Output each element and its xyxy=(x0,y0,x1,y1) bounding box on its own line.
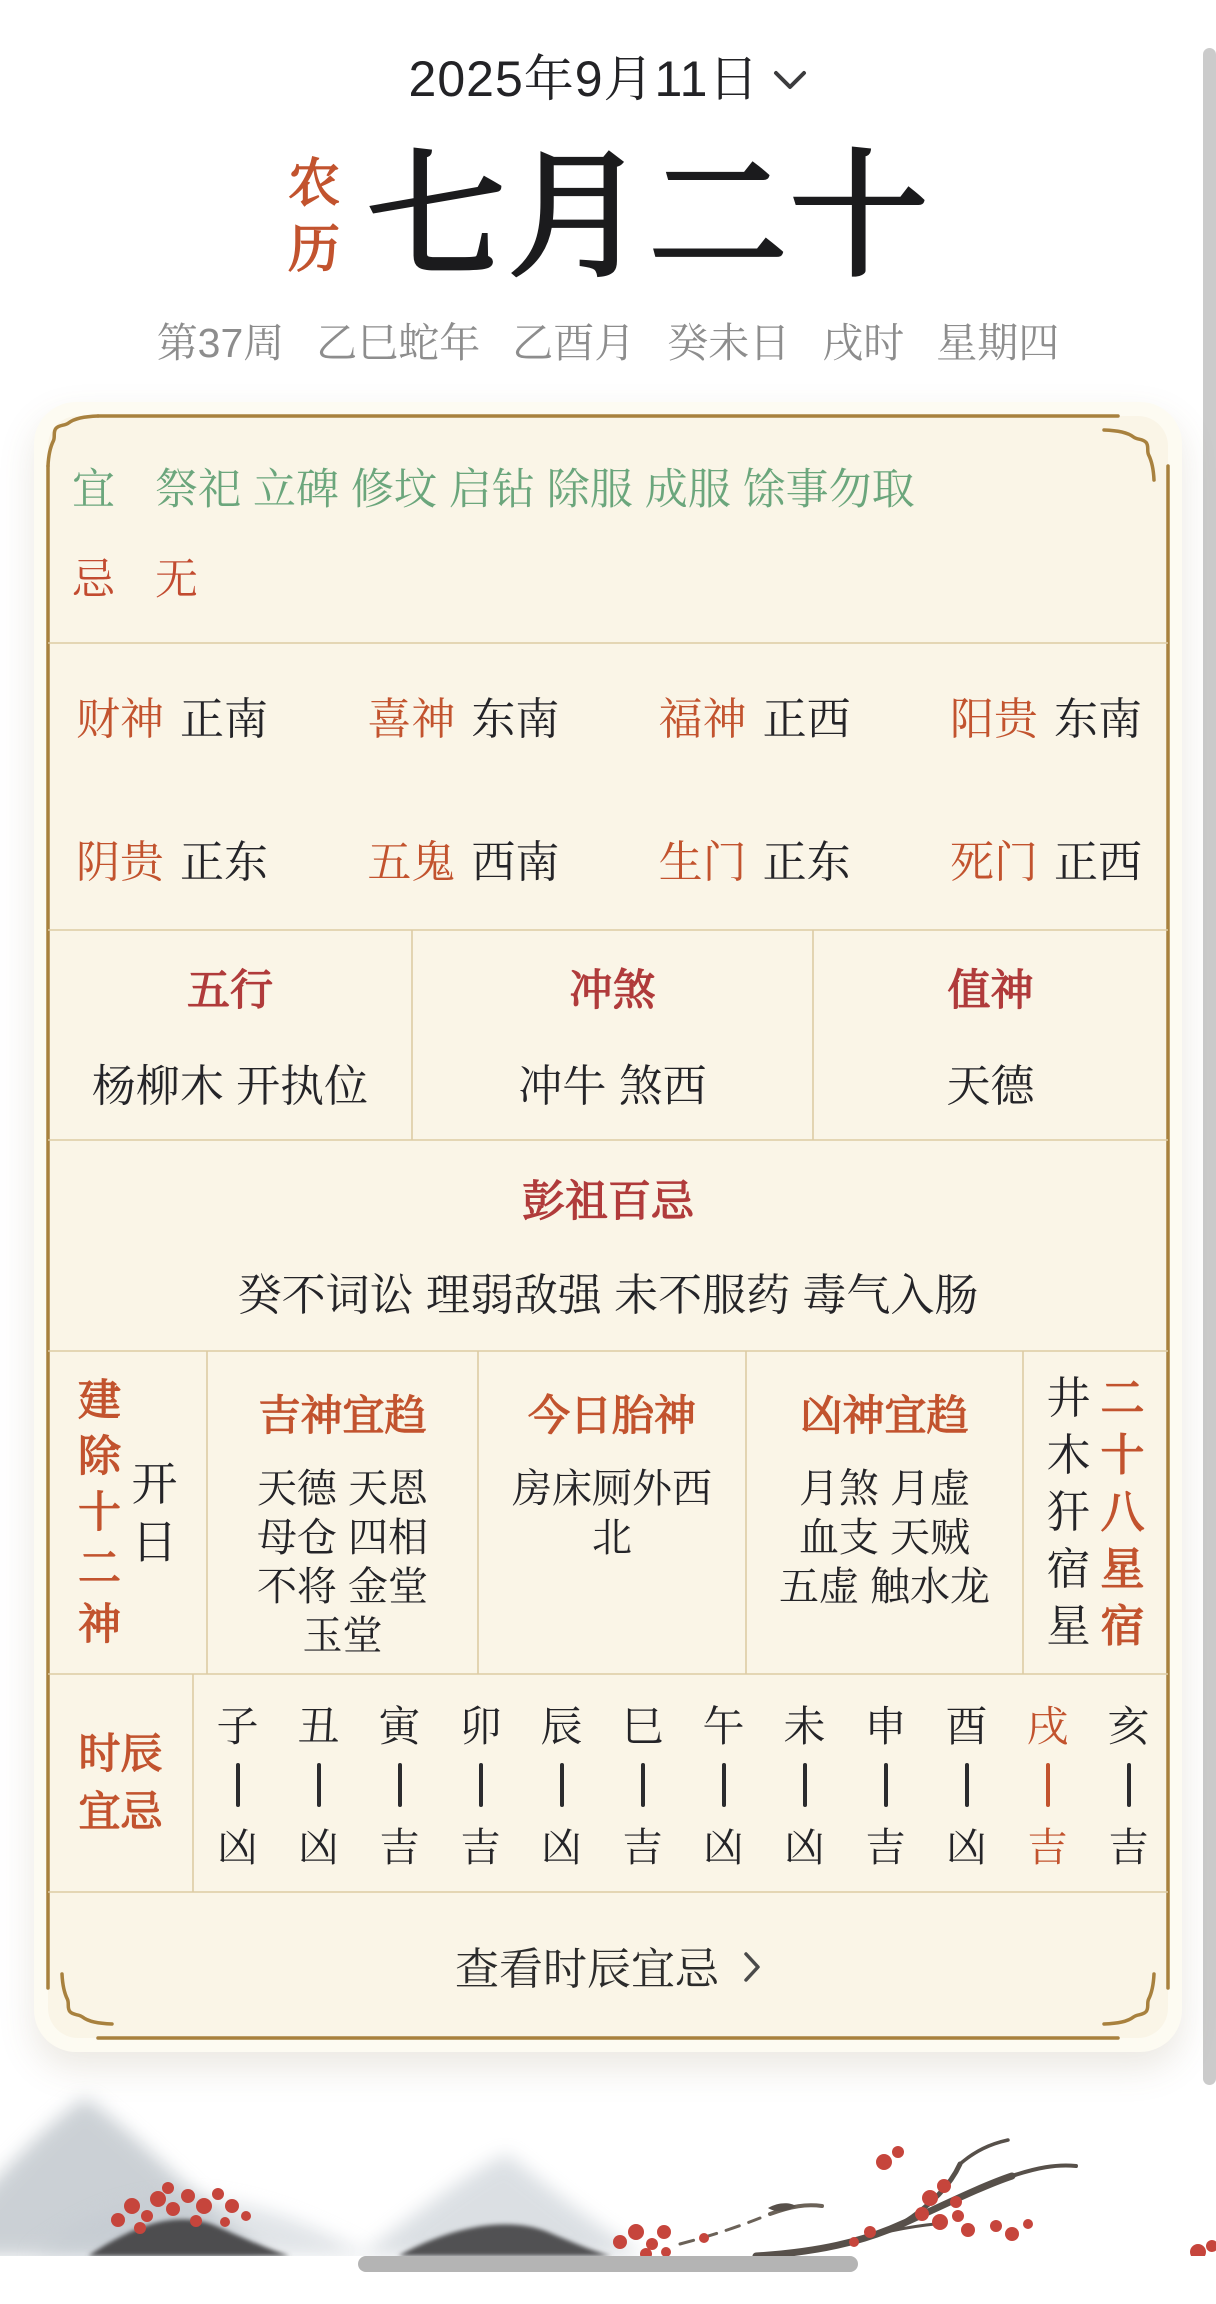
jianchu-label: 建除十二神 xyxy=(78,1376,121,1649)
hour-col-丑 xyxy=(278,1674,359,1892)
list-line: 五虚 触水龙 xyxy=(778,1565,991,1609)
pengzu-cell xyxy=(48,1140,1168,1351)
hour-char: 丑 xyxy=(297,1702,340,1750)
jianchu-value: 开日 xyxy=(131,1457,178,1568)
xingxiu-cell xyxy=(1023,1351,1168,1674)
hour-divider-line xyxy=(479,1763,483,1807)
almanac-card xyxy=(34,402,1182,2052)
taishen-value: 房床厕外西北 xyxy=(512,1467,712,1560)
zhishen-label: 值神 xyxy=(947,966,1034,1015)
hour-luck: 吉 xyxy=(622,1825,663,1870)
avoid-items: 无 xyxy=(155,556,198,604)
god-label: 阴贵 xyxy=(76,838,164,888)
date-meta xyxy=(0,310,1216,369)
xiongshen-cell xyxy=(746,1351,1023,1674)
hour-divider-line xyxy=(884,1763,888,1807)
hours-label: 时辰宜忌 xyxy=(78,1730,163,1835)
chongsha-cell xyxy=(412,930,813,1140)
god-label: 阳贵 xyxy=(949,694,1038,744)
lunar-date-block xyxy=(0,122,1216,312)
god-label: 死门 xyxy=(949,838,1038,888)
hour-col-亥 xyxy=(1088,1674,1169,1892)
date-text: 2025年9月11日 xyxy=(408,51,760,107)
hour-char: 酉 xyxy=(945,1702,988,1750)
meta-segment: 乙酉月 xyxy=(512,320,636,366)
suitable-label: 宜 xyxy=(72,466,115,514)
hour-divider-line xyxy=(965,1763,969,1807)
god-label: 生门 xyxy=(658,838,747,888)
chevron-down-icon xyxy=(773,69,807,91)
hour-col-子 xyxy=(197,1674,278,1892)
view-hours-button[interactable] xyxy=(48,1892,1168,2038)
wuxing-cell xyxy=(48,930,412,1140)
jishen-cell xyxy=(207,1351,478,1674)
hour-luck: 吉 xyxy=(1027,1825,1068,1870)
list-line: 血支 天贼 xyxy=(798,1516,971,1560)
hour-luck: 凶 xyxy=(784,1825,825,1870)
hour-luck: 凶 xyxy=(703,1825,744,1870)
god-label: 福神 xyxy=(658,694,747,744)
hour-col-午 xyxy=(683,1674,764,1892)
hour-divider-line xyxy=(398,1763,402,1807)
chongsha-value: 冲牛 煞西 xyxy=(518,1061,707,1111)
god-value: 东南 xyxy=(471,694,560,744)
hour-char: 亥 xyxy=(1107,1702,1150,1750)
god-item xyxy=(76,826,268,890)
hour-col-寅 xyxy=(359,1674,440,1892)
hour-char: 卯 xyxy=(459,1702,502,1750)
hour-divider-line xyxy=(722,1763,726,1807)
god-value: 正东 xyxy=(762,838,851,888)
lunar-date: 七月二十 xyxy=(366,140,931,294)
chongsha-label: 冲煞 xyxy=(569,966,656,1015)
list-line: 天德 天恩 xyxy=(256,1467,429,1511)
zhishen-value: 天德 xyxy=(946,1061,1035,1111)
suitable-items: 祭祀 立碑 修坟 启钻 除服 成服 馀事勿取 xyxy=(155,466,915,514)
hour-col-未 xyxy=(764,1674,845,1892)
meta-segment: 乙巳蛇年 xyxy=(316,320,481,366)
hour-divider-line xyxy=(1127,1763,1131,1807)
hour-luck: 吉 xyxy=(460,1825,501,1870)
hour-luck: 凶 xyxy=(946,1825,987,1870)
hour-luck: 吉 xyxy=(1108,1825,1149,1870)
avoid-label: 忌 xyxy=(72,556,115,604)
list-line: 母仓 四相 xyxy=(256,1516,429,1560)
god-value: 西南 xyxy=(471,838,560,888)
wuxing-label: 五行 xyxy=(187,966,273,1015)
god-label: 喜神 xyxy=(367,694,456,744)
hour-col-辰 xyxy=(521,1674,602,1892)
god-item xyxy=(950,826,1142,890)
xingxiu-label: 二十八星宿 xyxy=(1100,1374,1145,1651)
chevron-right-icon xyxy=(743,1951,761,1983)
god-item xyxy=(76,683,268,747)
god-item xyxy=(367,826,559,890)
god-value: 正南 xyxy=(180,694,268,744)
hour-col-巳 xyxy=(602,1674,683,1892)
meta-segment: 第37周 xyxy=(156,320,285,366)
hour-char: 申 xyxy=(864,1702,907,1750)
hours-label-cell xyxy=(48,1674,193,1892)
list-line: 月煞 月虚 xyxy=(798,1467,971,1511)
pengzu-value: 癸不词讼 理弱敌强 未不服药 毒气入肠 xyxy=(237,1271,979,1320)
home-indicator[interactable] xyxy=(358,2256,858,2272)
hour-divider-line xyxy=(317,1763,321,1807)
hour-col-戌 xyxy=(1007,1674,1088,1892)
date-selector[interactable] xyxy=(0,40,1216,110)
god-label: 五鬼 xyxy=(367,838,456,888)
view-hours-label: 查看时辰宜忌 xyxy=(455,1945,719,1994)
hour-grid xyxy=(197,1674,1169,1892)
jishen-lines xyxy=(257,1465,428,1661)
hour-col-申 xyxy=(845,1674,926,1892)
god-value: 正西 xyxy=(762,694,851,744)
hour-luck: 凶 xyxy=(541,1825,582,1870)
hour-divider-line xyxy=(236,1763,240,1807)
god-label: 财神 xyxy=(76,694,164,744)
list-line: 不将 金堂 xyxy=(256,1565,429,1609)
hour-luck: 凶 xyxy=(298,1825,339,1870)
xingxiu-value: 井木犴宿星 xyxy=(1046,1374,1091,1651)
hour-luck: 吉 xyxy=(379,1825,420,1870)
hour-luck: 凶 xyxy=(217,1825,258,1870)
lunar-label: 农历 xyxy=(287,155,340,279)
jianchu-cell xyxy=(48,1351,207,1674)
hour-col-卯 xyxy=(440,1674,521,1892)
ink-painting-decoration xyxy=(0,2056,1216,2256)
meta-segment: 癸未日 xyxy=(667,320,791,366)
zhishen-cell xyxy=(813,930,1168,1140)
hour-divider-line xyxy=(803,1763,807,1807)
taishen-label: 今日胎神 xyxy=(527,1392,696,1439)
gods-grid xyxy=(76,643,1142,930)
hour-divider-line xyxy=(560,1763,564,1807)
pengzu-label: 彭祖百忌 xyxy=(522,1178,694,1226)
wuxing-value: 杨柳木 开执位 xyxy=(91,1061,369,1111)
suitable-row xyxy=(72,464,1152,516)
hour-divider-line xyxy=(1046,1763,1050,1807)
hour-char: 午 xyxy=(702,1702,745,1750)
meta-segment: 星期四 xyxy=(936,320,1060,366)
taishen-cell xyxy=(478,1351,746,1674)
hour-char: 戌 xyxy=(1026,1702,1069,1750)
avoid-row xyxy=(72,554,1152,606)
hour-luck: 吉 xyxy=(865,1825,906,1870)
hour-char: 巳 xyxy=(621,1702,664,1750)
xiongshen-lines xyxy=(779,1465,990,1612)
hour-char: 未 xyxy=(783,1702,826,1750)
hour-divider-line xyxy=(641,1763,645,1807)
hour-char: 寅 xyxy=(378,1702,421,1750)
hour-col-酉 xyxy=(926,1674,1007,1892)
god-item xyxy=(659,683,851,747)
meta-segment: 戌时 xyxy=(822,320,905,366)
god-value: 正东 xyxy=(180,838,268,888)
god-value: 正西 xyxy=(1053,838,1142,888)
list-line: 玉堂 xyxy=(302,1614,383,1658)
jishen-label: 吉神宜趋 xyxy=(258,1392,427,1439)
hour-char: 子 xyxy=(216,1702,259,1750)
hour-char: 辰 xyxy=(540,1702,583,1750)
god-item xyxy=(950,683,1142,747)
god-value: 东南 xyxy=(1053,694,1142,744)
xiongshen-label: 凶神宜趋 xyxy=(800,1392,969,1439)
god-item xyxy=(367,683,559,747)
god-item xyxy=(659,826,851,890)
